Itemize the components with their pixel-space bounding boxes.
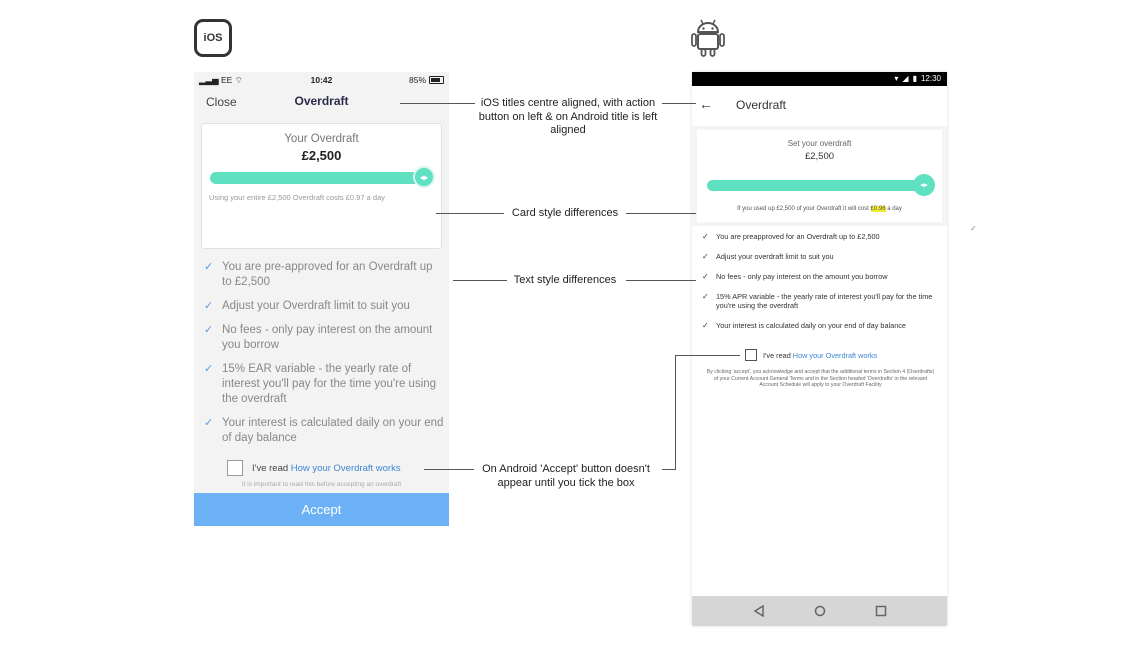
wifi-icon: ▾ (894, 74, 899, 83)
check-icon: ✓ (702, 232, 709, 241)
list-item-text: Your interest is calculated daily on your end of day balance (716, 321, 906, 330)
check-icon: ✓ (204, 417, 214, 429)
check-icon: ✓ (204, 300, 214, 312)
connector-line (400, 103, 475, 104)
list-item-text: 15% APR variable - the yearly rate of interest you'll pay for the time you're using the overdraft (716, 292, 933, 310)
signal-icon: ▂▃▅ (199, 75, 221, 85)
accept-button[interactable]: Accept (194, 493, 449, 526)
read-terms-label (252, 463, 401, 474)
back-triangle-icon[interactable] (753, 605, 765, 617)
read-terms-checkbox[interactable] (227, 460, 243, 476)
read-terms-prefix: I've read (763, 350, 793, 360)
page-title: Overdraft (736, 98, 787, 112)
connector-line (662, 469, 675, 470)
connector-line (424, 469, 474, 470)
annotation-text: Text style differences (513, 274, 617, 286)
ios-logo (194, 19, 232, 57)
ios-screen (194, 72, 449, 526)
page-title: Overdraft (294, 94, 349, 108)
cost-suffix: a day (885, 206, 902, 212)
annotation-accept: On Android 'Accept' button doesn't appear until you tick the box (482, 463, 650, 489)
check-icon: ✓ (702, 321, 709, 330)
list-item-text: You are pre-approved for an Overdraft up to £2,500 (222, 261, 433, 288)
signal-icon: ◢ (902, 74, 909, 83)
status-icons (894, 74, 941, 83)
how-overdraft-works-link[interactable]: How your Overdraft works (290, 462, 401, 474)
list-item (702, 292, 937, 310)
connector-line (453, 280, 507, 281)
list-item-text: Adjust your Overdraft limit to suit you (222, 300, 410, 312)
benefits-list (702, 232, 937, 341)
connector-line (662, 103, 696, 104)
list-item-text: You are preapproved for an Overdraft up to £2,500 (716, 232, 880, 241)
list-item-text: Adjust your overdraft limit to suit you (716, 252, 834, 261)
back-arrow-icon[interactable]: ← (699, 96, 713, 112)
read-terms-label (763, 351, 877, 360)
status-time: 10:42 (310, 75, 333, 85)
cost-prefix: If you used up £2,500 of your Overdraft it will cost (737, 206, 871, 212)
important-note: It is important to read this before accepting an overdraft (241, 481, 402, 488)
card-label: Set your overdraft (787, 139, 852, 148)
close-button[interactable]: Close (206, 95, 237, 109)
check-icon: ✓ (702, 272, 709, 281)
list-item (204, 299, 444, 314)
benefits-list (204, 260, 444, 455)
android-app-bar (692, 86, 947, 126)
overdraft-slider-track[interactable] (707, 180, 921, 191)
overdraft-card (697, 130, 942, 222)
ios-nav-bar (194, 90, 449, 112)
recents-square-icon[interactable] (875, 605, 887, 617)
how-overdraft-works-link[interactable]: How your Overdraft works (792, 350, 878, 360)
list-item (702, 232, 937, 241)
slider-handle-icon[interactable]: ◂▸ (913, 174, 935, 196)
android-status-bar (692, 72, 947, 86)
list-item (204, 323, 444, 353)
check-icon: ✓ (702, 252, 709, 261)
card-label: Your Overdraft (284, 133, 359, 145)
android-robot-icon (690, 18, 726, 58)
list-item-text: No fees - only pay interest on the amount you borrow (222, 324, 433, 351)
android-nav-bar (692, 596, 947, 626)
battery-status (409, 75, 444, 85)
connector-line (675, 355, 740, 356)
wifi-icon: ⌔ (234, 75, 243, 85)
ios-status-bar (194, 72, 449, 88)
battery-label: 85% (408, 75, 426, 85)
check-icon: ✓ (702, 292, 709, 301)
annotation-titles: iOS titles centre aligned, with action button on left & on Android title is left aligned (478, 97, 658, 136)
overdraft-slider-track[interactable] (210, 172, 428, 184)
legal-text: By clicking 'accept', you acknowledge and accept that the additional terms in Section 4 (Overdrafts) of your Current Account General Terms and in the Section headed 'Overdrafts' in the relevant Account Schedule will apply to your Overdraft Facility (706, 369, 935, 388)
home-circle-icon[interactable] (814, 605, 826, 617)
slider-handle-icon[interactable]: ◂▸ (413, 166, 435, 188)
card-amount: £2,500 (301, 148, 342, 163)
connector-line (626, 213, 696, 214)
annotation-card: Card style differences (511, 207, 619, 219)
read-terms-checkbox[interactable] (745, 349, 757, 361)
list-item (204, 362, 444, 407)
battery-icon: ▮ (912, 74, 917, 83)
cost-highlight: £0.96 (870, 206, 886, 212)
status-time: 12:30 (920, 74, 941, 83)
list-item (702, 272, 937, 281)
cost-text: Using your entire £2,500 Overdraft costs £0.97 a day (209, 193, 385, 202)
overdraft-card (201, 123, 442, 249)
cost-text (697, 206, 942, 212)
android-screen (692, 72, 947, 626)
list-item (204, 416, 444, 446)
list-item-text: Your interest is calculated daily on your end of day balance (222, 417, 444, 444)
check-icon: ✓ (204, 261, 214, 273)
battery-icon (429, 76, 444, 84)
card-amount: £2,500 (804, 151, 835, 162)
check-icon: ✓ (204, 363, 214, 375)
list-item (204, 260, 444, 290)
list-item-text: No fees - only pay interest on the amount you borrow (716, 272, 888, 281)
list-item (702, 252, 937, 261)
check-icon: ✓ (204, 324, 214, 336)
connector-line (626, 280, 696, 281)
read-terms-row (745, 349, 877, 361)
read-terms-row (227, 460, 401, 476)
connector-line (436, 213, 504, 214)
stray-check-icon: ✓ (970, 224, 977, 233)
read-terms-prefix: I've read (252, 462, 291, 474)
connector-line (675, 355, 676, 470)
list-item-text: 15% EAR variable - the yearly rate of interest you'll pay for the time you're using the overdraft (222, 363, 437, 405)
ios-logo-label: iOS (203, 32, 223, 44)
list-item (702, 321, 937, 330)
carrier-label: EE (220, 75, 233, 85)
